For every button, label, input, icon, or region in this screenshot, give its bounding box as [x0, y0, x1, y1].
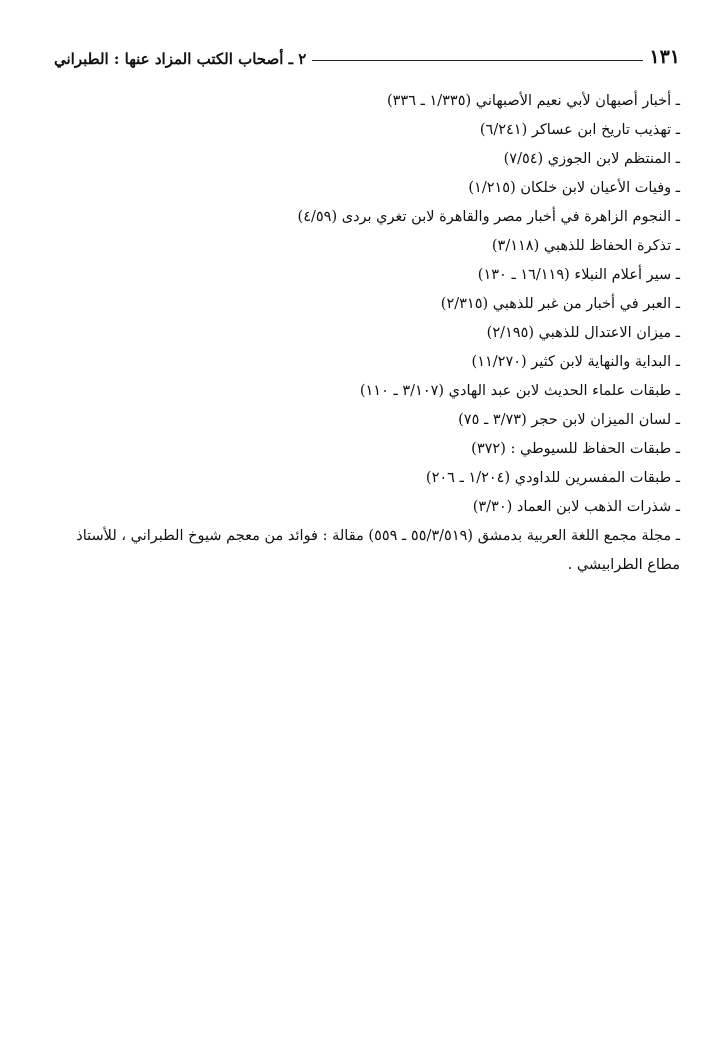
reference-item: ـ طبقات علماء الحديث لابن عبد الهادي (٣/١٠٧ ـ ١١٠) — [359, 383, 680, 399]
header-rule — [312, 60, 643, 61]
page-header — [54, 38, 680, 68]
reference-item: ـ تهذيب تاريخ ابن عساكر (٦/٢٤١) — [479, 122, 680, 138]
reference-item: ـ شذرات الذهب لابن العماد (٣/٣٠) — [472, 499, 680, 515]
reference-item: ـ العبر في أخبار من غبر للذهبي (٢/٣١٥) — [440, 296, 680, 312]
reference-item: ـ لسان الميزان لابن حجر (٣/٧٣ ـ ٧٥) — [458, 412, 680, 428]
reference-item: ـ المنتظم لابن الجوزي (٧/٥٤) — [503, 151, 680, 167]
reference-list — [54, 87, 680, 580]
reference-item: ـ البداية والنهاية لابن كثير (١١/٢٧٠) — [471, 354, 680, 370]
reference-item: ـ طبقات الحفاظ للسيوطي : (٣٧٢) — [471, 441, 680, 457]
reference-item: ـ النجوم الزاهرة في أخبار مصر والقاهرة لابن تغري بردى (٤/٥٩) — [297, 209, 680, 225]
reference-item: ـ وفيات الأعيان لابن خلكان (١/٢١٥) — [468, 180, 680, 196]
page-number: ١٣١ — [649, 46, 680, 68]
running-title: ٢ ـ أصحاب الكتب المزاد عنها : الطبراني — [54, 50, 307, 68]
reference-item: ـ طبقات المفسرين للداودي (١/٢٠٤ ـ ٢٠٦) — [425, 470, 680, 486]
reference-item: ـ ميزان الاعتدال للذهبي (٢/١٩٥) — [486, 325, 680, 341]
reference-item: ـ مجلة مجمع اللغة العربية بدمشق (٥٥/٣/٥١٩ ـ ٥٥٩) مقالة : فوائد من معجم شيوخ الطبراني ، للأستاذ مطاع الطرابيشي . — [76, 528, 680, 573]
reference-item: ـ سير أعلام النبلاء (١٦/١١٩ ـ ١٣٠) — [477, 267, 680, 283]
reference-item: ـ أخبار أصبهان لأبي نعيم الأصبهاني (١/٣٣٥ ـ ٣٣٦) — [386, 93, 680, 109]
reference-item: ـ تذكرة الحفاظ للذهبي (٣/١١٨) — [491, 238, 680, 254]
